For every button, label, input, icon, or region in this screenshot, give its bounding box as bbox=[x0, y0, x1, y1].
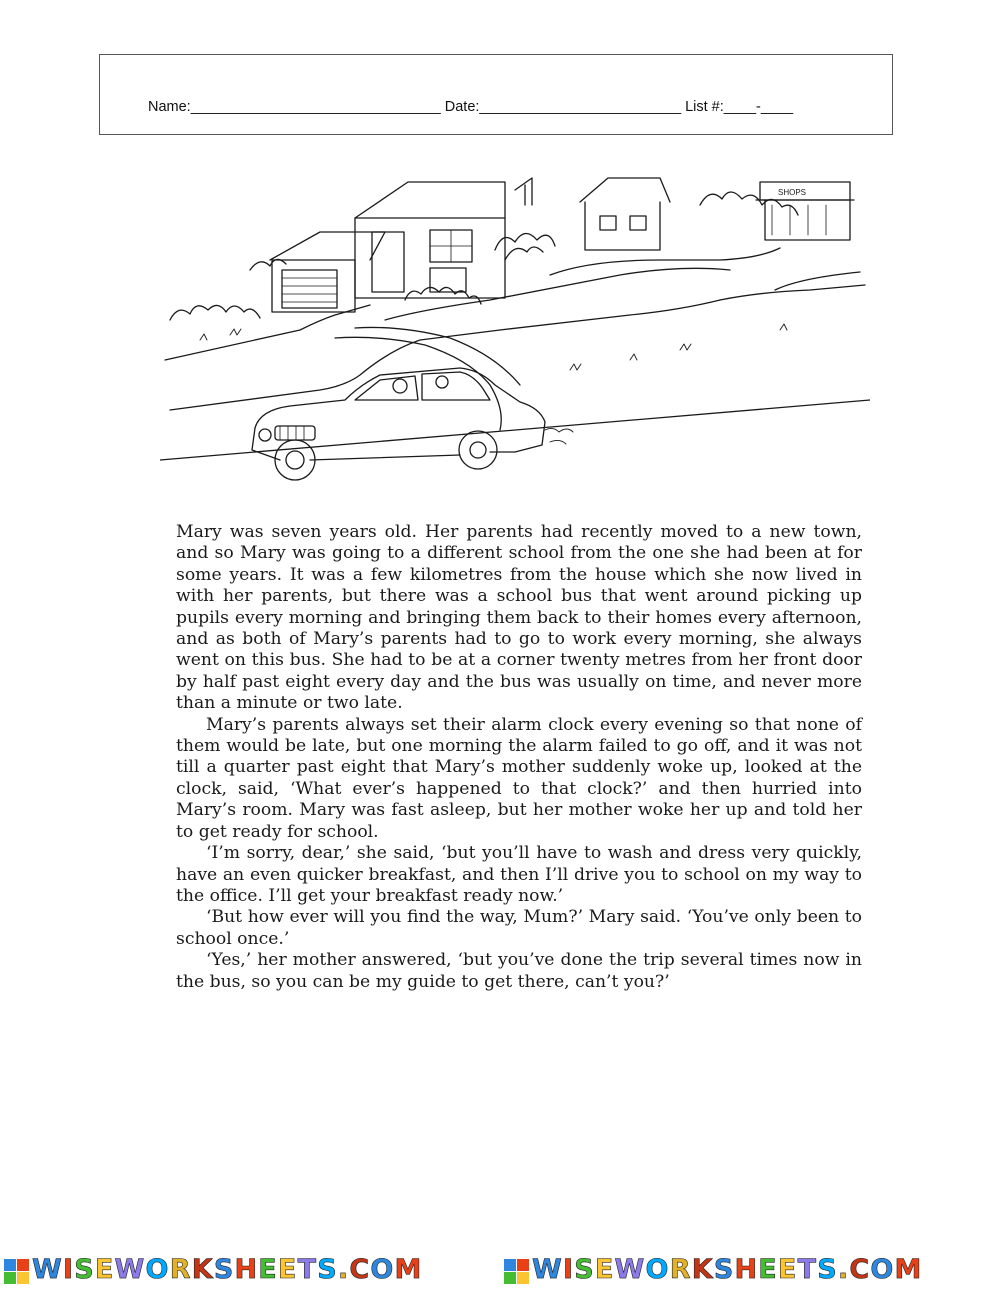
brand-letter: O bbox=[870, 1254, 895, 1285]
logo-square-icon bbox=[4, 1259, 16, 1271]
brand-letter: E bbox=[258, 1254, 278, 1285]
brand-letter: S bbox=[574, 1254, 595, 1285]
story-paragraph-2: Mary’s parents always set their alarm clock every evening so that none of them would be late, but one morning the alarm failed to go off, and it was not till a quarter past eight that Mary’s mother suddenly woke up, looked at the clock, said, ‘What ever’s happened to that clock?’ and then hurried into Mary’s room. Mary was fast asleep, but her mother woke her up and told her to get ready for school. bbox=[176, 714, 862, 842]
brand-letter: I bbox=[562, 1254, 575, 1285]
logo-square-icon bbox=[517, 1259, 529, 1271]
story-paragraph-4: ‘But how ever will you find the way, Mum?’ Mary said. ‘You’ve only been to school once.’ bbox=[176, 907, 862, 949]
brand-letter: E bbox=[277, 1254, 298, 1285]
logo-square-icon bbox=[17, 1272, 29, 1284]
date-field[interactable]: _________________________ bbox=[479, 99, 682, 115]
brand-letter: E bbox=[94, 1254, 115, 1285]
brand-letter: . bbox=[337, 1254, 350, 1285]
story-text bbox=[176, 522, 862, 993]
brand-letter: H bbox=[734, 1254, 759, 1285]
logo-square-icon bbox=[517, 1272, 529, 1284]
brand-letter: S bbox=[317, 1254, 338, 1285]
student-info-line bbox=[148, 99, 793, 115]
logo-square-icon bbox=[4, 1272, 16, 1284]
brand-letter: C bbox=[849, 1254, 871, 1285]
brand-letter: S bbox=[213, 1254, 235, 1285]
brand-letter: W bbox=[32, 1254, 63, 1285]
footer-brand-strip bbox=[0, 1256, 1000, 1286]
brand-letter: K bbox=[191, 1254, 214, 1285]
story-paragraph-3: ‘I’m sorry, dear,’ she said, ‘but you’ll have to wash and dress very quickly, have an even quicker breakfast, and then I’ll drive you to school on my way to the office. I’ll get your breakfast ready now.’ bbox=[176, 843, 862, 906]
name-label: Name: bbox=[148, 99, 191, 115]
logo-square-icon bbox=[504, 1259, 516, 1271]
brand-letter: M bbox=[394, 1254, 423, 1285]
brand-letter: O bbox=[370, 1254, 395, 1285]
brand-letter: O bbox=[645, 1254, 670, 1285]
list-field[interactable]: ____-____ bbox=[723, 99, 794, 115]
story-paragraph-5: ‘Yes,’ her mother answered, ‘but you’ve done the trip several times now in the bus, so you can be my guide to get there, can’t you?’ bbox=[176, 950, 862, 992]
brand-text-left bbox=[32, 1254, 423, 1285]
logo-square-icon bbox=[17, 1259, 29, 1271]
brand-letter: S bbox=[817, 1254, 838, 1285]
list-label: List #: bbox=[685, 99, 724, 115]
story-paragraph-1: Mary was seven years old. Her parents had recently moved to a new town, and so Mary was going to a different school from the one she had been at for some years. It was a few kilometres from the house which she now lived in with her parents, but there was a school bus that went around picking up pupils every morning and bringing them back to their homes every afternoon, and as both of Mary’s parents had to go to work every morning, she always went on this bus. She had to be at a corner twenty metres from her front door by half past eight every day and the bus was usually on time, and never more than a minute or two late. bbox=[176, 522, 862, 714]
brand-letter: E bbox=[777, 1254, 798, 1285]
brand-letter: E bbox=[758, 1254, 778, 1285]
brand-letter: E bbox=[594, 1254, 615, 1285]
brand-letter: R bbox=[169, 1254, 192, 1285]
brand-letter: T bbox=[797, 1254, 818, 1285]
brand-letter: . bbox=[837, 1254, 850, 1285]
brand-letter: W bbox=[614, 1254, 646, 1285]
brand-letter: I bbox=[62, 1254, 75, 1285]
brand-letter: T bbox=[297, 1254, 318, 1285]
name-field[interactable]: _______________________________ bbox=[190, 99, 441, 115]
student-info-box bbox=[99, 54, 893, 135]
shop-sign-text: SHOPS bbox=[778, 188, 807, 197]
logo-square-icon bbox=[504, 1272, 516, 1284]
brand-letter: S bbox=[713, 1254, 735, 1285]
date-label: Date: bbox=[444, 99, 480, 115]
brand-letter: W bbox=[114, 1254, 146, 1285]
brand-letter: C bbox=[349, 1254, 371, 1285]
brand-letter: M bbox=[894, 1254, 923, 1285]
brand-letter: S bbox=[74, 1254, 95, 1285]
street-scene-illustration bbox=[160, 160, 870, 520]
brand-letter: W bbox=[532, 1254, 563, 1285]
brand-letter: K bbox=[691, 1254, 714, 1285]
brand-letter: H bbox=[234, 1254, 259, 1285]
brand-letter: R bbox=[669, 1254, 692, 1285]
brand-text-right bbox=[532, 1254, 923, 1285]
brand-letter: O bbox=[145, 1254, 170, 1285]
